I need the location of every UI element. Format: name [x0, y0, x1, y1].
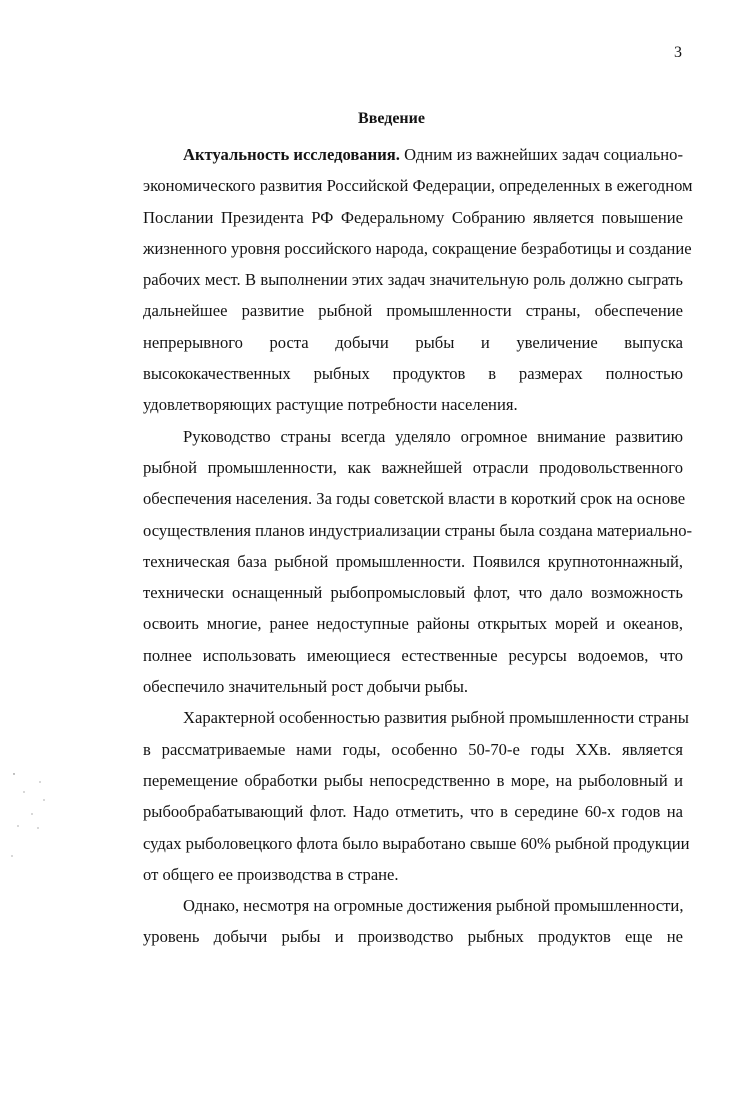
paragraph-line: непрерывного роста добычи рыбы и увеличение выпуска	[143, 332, 683, 352]
paragraph-line: высококачественных рыбных продуктов в размерах полностью	[143, 364, 683, 384]
paragraph-line: судах рыболовецкого флота было выработано свыше 60% рыбной продукции	[143, 833, 690, 853]
paragraph-line: полнее использовать имеющиеся естественные ресурсы водоемов, что	[143, 645, 683, 665]
paragraph-lead: Актуальность исследования.	[183, 145, 400, 164]
scan-specks	[10, 770, 50, 860]
paragraph-line: технически оснащенный рыбопромысловый флот, что дало возможность	[143, 583, 683, 603]
paragraph-line: осуществления планов индустриализации страны была создана материально-	[143, 520, 693, 540]
paragraph-line: удовлетворяющих растущие потребности населения.	[143, 395, 518, 415]
paragraph-characteristic	[103, 702, 690, 890]
paragraph-line: обеспечения населения. За годы советской власти в короткий срок на основе	[143, 489, 686, 509]
paragraph-line: Руководство страны всегда уделяло огромное внимание развитию	[183, 426, 683, 446]
section-title: Введение	[358, 110, 425, 127]
paragraph-line: в рассматриваемые нами годы, особенно 50-70-е годы XXв. является	[143, 739, 683, 759]
paragraph-line: рыбной промышленности, как важнейшей отрасли продовольственного	[143, 457, 683, 477]
paragraph-line: Однако, несмотря на огромные достижения рыбной промышленности,	[183, 896, 684, 916]
page-number: 3	[674, 44, 682, 61]
paragraph-line: Послании Президента РФ Федеральному Собранию является повышение	[143, 207, 683, 227]
paragraph-relevance	[103, 139, 693, 421]
paragraph-line: перемещение обработки рыбы непосредственно в море, на рыболовный и	[143, 770, 683, 790]
paragraph-line: освоить многие, ранее недоступные районы открытых морей и океанов,	[143, 614, 683, 634]
paragraph-line: обеспечило значительный рост добычи рыбы.	[143, 677, 468, 697]
paragraph-line: от общего ее производства в стране.	[143, 864, 399, 884]
paragraph-however	[103, 890, 683, 953]
paragraph-line: Характерной особенностью развития рыбной промышленности страны	[183, 708, 689, 728]
body-text	[103, 139, 693, 953]
paragraph-line: рабочих мест. В выполнении этих задач значительную роль должно сыграть	[143, 270, 683, 290]
paragraph-leadership	[103, 421, 693, 703]
paragraph-line: дальнейшее развитие рыбной промышленности страны, обеспечение	[143, 301, 683, 321]
paragraph-line: экономического развития Российской Федерации, определенных в ежегодном	[143, 176, 693, 196]
paragraph-line: жизненного уровня российского народа, сокращение безработицы и создание	[143, 238, 692, 258]
paragraph-line: уровень добычи рыбы и производство рыбных продуктов еще не	[143, 927, 683, 947]
paragraph-line: Актуальность исследования. Одним из важнейших задач социально-	[183, 145, 683, 164]
paragraph-line: техническая база рыбной промышленности. Появился крупнотоннажный,	[143, 551, 683, 571]
paragraph-line: рыбообрабатывающий флот. Надо отметить, что в середине 60-х годов на	[143, 802, 683, 822]
